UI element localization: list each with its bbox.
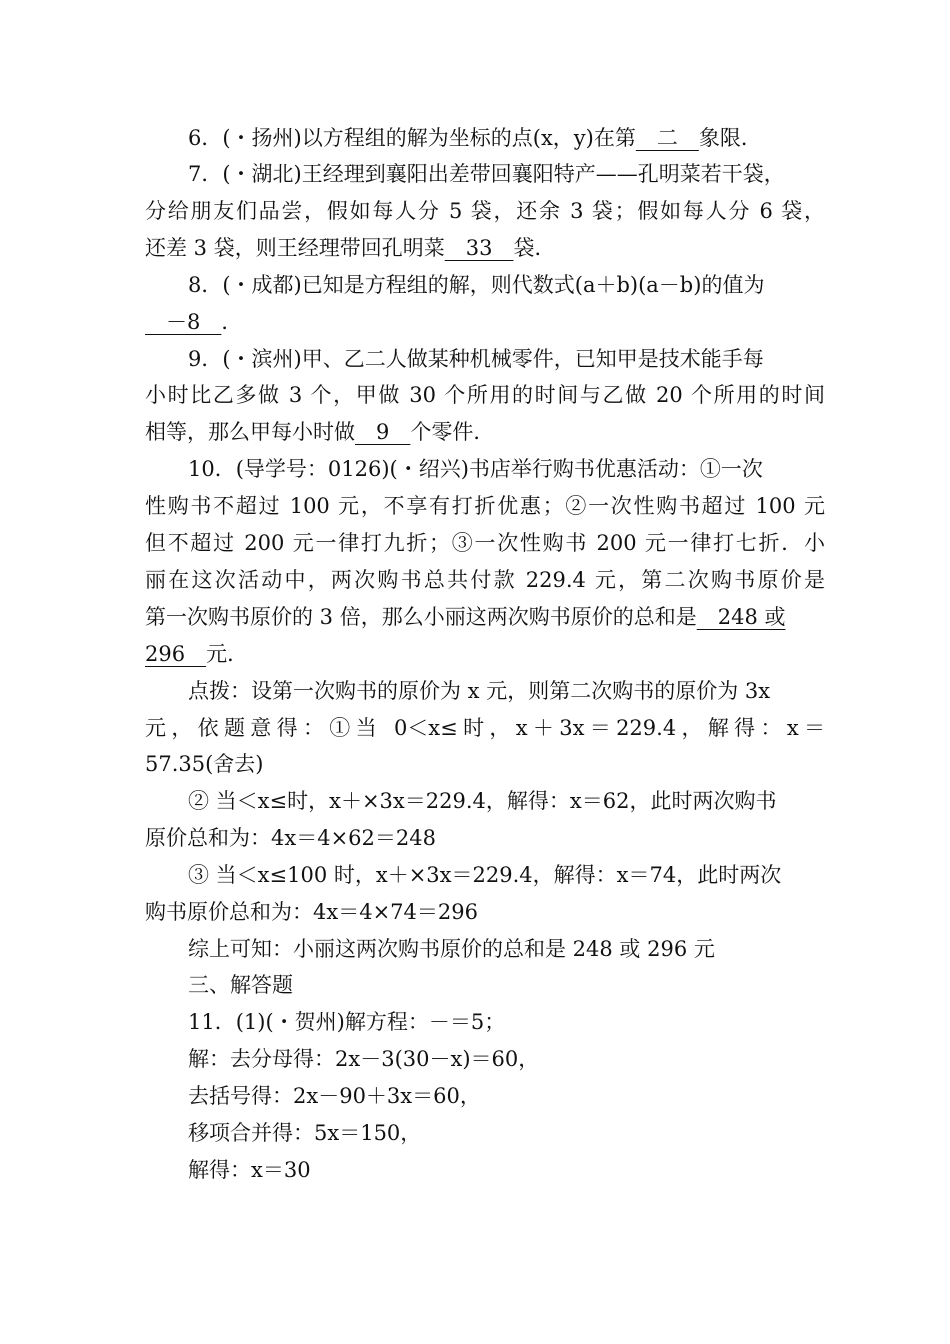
question-8-line-2: －8 ． — [145, 304, 825, 340]
answer-blank-10-part-2: 296 — [145, 642, 207, 666]
question-9-line-2: 小时比乙多做 3 个，甲做 30 个所用的时间与乙做 20 个所用的时间 — [145, 383, 825, 407]
question-10-line-4: 丽在这次活动中，两次购书总共付款 229.4 元，第二次购书原价是 — [145, 568, 825, 592]
answer-blank-7: 33 — [444, 236, 514, 260]
hint-line-8: 综上可知：小丽这两次购书原价的总和是 248 或 296 元 — [188, 937, 715, 961]
question-10-line-2: 性购书不超过 100 元，不享有打折优惠；②一次性购书超过 100 元 — [145, 494, 825, 518]
question-10-line-1: 10．(导学号：0126)(・绍兴)书店举行购书优惠活动：①一次 — [188, 457, 763, 481]
question-10-line-6: 296 元． — [145, 636, 825, 672]
question-7-line-2: 分给朋友们品尝，假如每人分 5 袋，还余 3 袋；假如每人分 6 袋， — [145, 199, 825, 223]
question-11-line-3: 去括号得：2x－90＋3x＝60， — [188, 1084, 481, 1108]
answer-blank-10-part-1: 248 或 — [696, 605, 786, 629]
question-10-line-5: 第一次购书原价的 3 倍，那么小丽这两次购书原价的总和是 248 或 — [145, 599, 825, 635]
hint-line-1: 点拨：设第一次购书的原价为 x 元，则第二次购书的原价为 3x — [188, 679, 771, 703]
hint-line-2: 元，依题意得：①当 0＜x≤时，x＋3x＝229.4，解得：x＝ — [145, 716, 825, 740]
question-11-line-1: 11．(1)(・贺州)解方程：－＝5； — [188, 1010, 506, 1034]
answer-blank-9: 9 — [355, 420, 411, 444]
hint-line-6: ③ 当＜x≤100 时，x＋×3x＝229.4，解得：x＝74，此时两次 — [188, 863, 782, 887]
question-8-line-1: 8．(・成都)已知是方程组的解，则代数式(a＋b)(a－b)的值为 — [188, 273, 765, 297]
section-heading: 三、解答题 — [188, 973, 293, 997]
question-6: 6．(・扬州)以方程组的解为坐标的点(x，y)在第 二 象限． — [188, 120, 868, 156]
question-11-line-4: 移项合并得：5x＝150， — [188, 1121, 422, 1145]
question-11-line-2: 解：去分母得：2x－3(30－x)＝60， — [188, 1047, 540, 1071]
question-7-line-3: 还差 3 袋，则王经理带回孔明菜 33 袋． — [145, 230, 825, 266]
answer-blank-8: －8 — [145, 310, 222, 334]
hint-line-5: 原价总和为：4x＝4×62＝248 — [145, 826, 436, 850]
question-9-line-3: 相等，那么甲每小时做 9 个零件． — [145, 414, 825, 450]
hint-line-3: 57.35(舍去) — [145, 752, 264, 776]
question-9-line-1: 9．(・滨州)甲、乙二人做某种机械零件，已知甲是技术能手每 — [188, 347, 764, 371]
hint-line-7: 购书原价总和为：4x＝4×74＝296 — [145, 900, 478, 924]
question-7-line-1: 7．(・湖北)王经理到襄阳出差带回襄阳特产——孔明菜若干袋， — [188, 162, 785, 186]
question-11-line-5: 解得：x＝30 — [188, 1158, 311, 1182]
question-10-line-3: 但不超过 200 元一律打九折；③一次性购书 200 元一律打七折．小 — [145, 531, 825, 555]
hint-line-4: ② 当＜x≤时，x＋×3x＝229.4，解得：x＝62，此时两次购书 — [188, 789, 777, 813]
answer-blank-6: 二 — [635, 126, 699, 150]
